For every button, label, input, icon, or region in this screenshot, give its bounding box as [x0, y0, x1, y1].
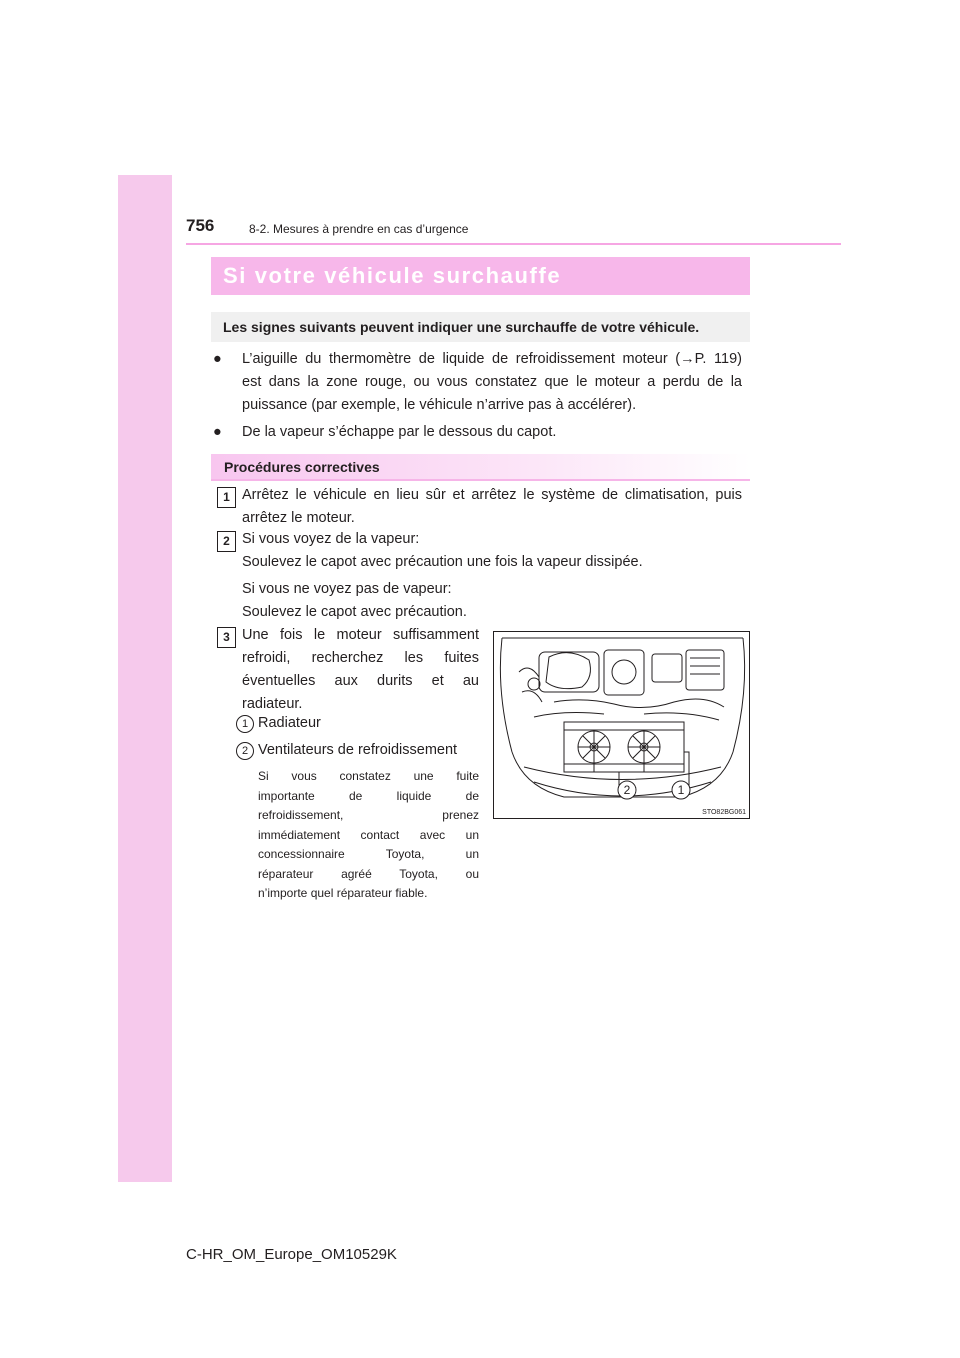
- bullet-text-2: De la vapeur s’échappe par le dessous du capot.: [242, 424, 557, 440]
- page-title: Si votre véhicule surchauffe: [211, 257, 750, 295]
- page-number: 756: [186, 216, 215, 235]
- bullet-text-1: L’aiguille du thermomètre de liquide de refroidissement moteur (→P. 119) est dans la zone rouge, ou vous constatez que le moteur a perdu de la puissance (par exemple, le véhicule n’arrive pas à accélérer).: [242, 351, 742, 413]
- engine-compartment-illustration: [493, 631, 750, 819]
- part-label-fans: Ventilateurs de refroidissement: [258, 742, 458, 758]
- step-number-1: 1: [217, 487, 236, 508]
- part-number-1: 1: [236, 715, 254, 733]
- callout-1: 1: [677, 783, 685, 797]
- thumb-tab-sidebar: [118, 175, 172, 1182]
- step-2-text-no-steam: Si vous ne voyez pas de vapeur: Soulevez le capot avec précaution.: [242, 581, 467, 620]
- leak-note: Si vous constatez une fuite importante de liquide de refroidissement, prenez immédiatement contact avec un concessionnaire Toyota, un réparateur agréé Toyota, ou n’importe quel réparateur fiable.: [258, 769, 479, 900]
- footer-doc-id: C-HR_OM_Europe_OM10529K: [186, 1246, 397, 1263]
- step-3-text: Une fois le moteur suffisamment refroidi, recherchez les fuites éventuelles aux durits et au radiateur.: [242, 627, 479, 712]
- step-number-2: 2: [217, 531, 236, 552]
- part-label-radiator: Radiateur: [258, 715, 321, 731]
- section-title: 8-2. Mesures à prendre en cas d’urgence: [249, 222, 469, 236]
- step-1-text: Arrêtez le véhicule en lieu sûr et arrêtez le système de climatisation, puis arrêtez le moteur.: [242, 487, 742, 526]
- intro-heading: Les signes suivants peuvent indiquer une surchauffe de votre véhicule.: [211, 312, 750, 342]
- part-number-2: 2: [236, 742, 254, 760]
- procedures-heading: Procédures correctives: [211, 454, 750, 481]
- step-number-3: 3: [217, 627, 236, 648]
- engine-bay-drawing: [494, 632, 751, 820]
- callout-2: 2: [623, 783, 631, 797]
- header-divider: [186, 243, 841, 245]
- figure-code: STO82BG061: [702, 809, 746, 816]
- bullet-icon: ●: [213, 424, 222, 440]
- step-2-text-steam: Si vous voyez de la vapeur: Soulevez le capot avec précaution une fois la vapeur dissipée.: [242, 531, 643, 570]
- bullet-icon: ●: [213, 351, 222, 367]
